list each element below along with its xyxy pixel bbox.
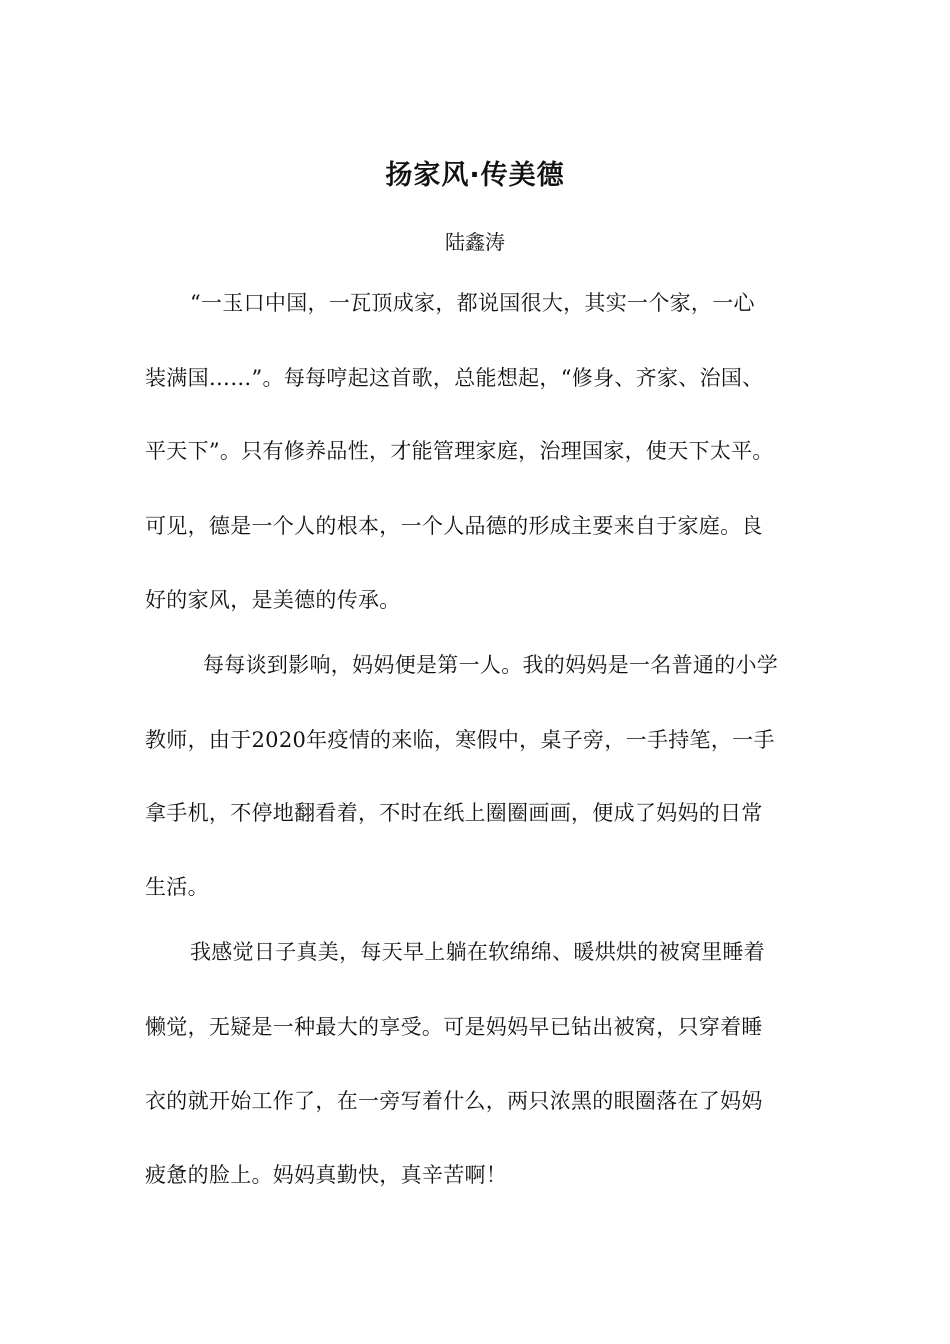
paragraph-3-line-2: 懒觉，无疑是一种最大的享受。可是妈妈早已钻出被窝，只穿着睡 (145, 1015, 763, 1039)
paragraph-3-line-1: 我感觉日子真美，每天早上躺在软绵绵、暖烘烘的被窝里睡着 (190, 940, 766, 964)
paragraph-2-line-4: 生活。 (145, 875, 209, 899)
paragraph-3-line-3: 衣的就开始工作了，在一旁写着什么，两只浓黑的眼圈落在了妈妈 (145, 1089, 763, 1113)
document-author: 陆鑫涛 (445, 230, 505, 254)
document-title: 扬家风·传美德 (385, 160, 565, 191)
paragraph-1-line-4: 可见，德是一个人的根本，一个人品德的形成主要来自于家庭。良 (145, 514, 763, 538)
paragraph-1-line-5: 好的家风，是美德的传承。 (145, 588, 401, 612)
paragraph-1-line-3: 平天下”。只有修养品性，才能管理家庭，治理国家，使天下太平。 (145, 439, 774, 463)
paragraph-1-line-2: 装满国……”。每每哼起这首歌，总能想起，“修身、齐家、治国、 (145, 366, 764, 390)
paragraph-2-line-3: 拿手机，不停地翻看着，不时在纸上圈圈画画，便成了妈妈的日常 (145, 801, 763, 825)
paragraph-2-line-1: 每每谈到影响，妈妈便是第一人。我的妈妈是一名普通的小学 (203, 653, 779, 677)
paragraph-3-line-4: 疲惫的脸上。妈妈真勤快，真辛苦啊！ (145, 1163, 508, 1187)
paragraph-2-line-2: 教师，由于2020年疫情的来临，寒假中，桌子旁，一手持笔，一手 (145, 728, 775, 752)
paragraph-1-line-1: “一玉口中国，一瓦顶成家，都说国很大，其实一个家，一心 (190, 291, 755, 315)
